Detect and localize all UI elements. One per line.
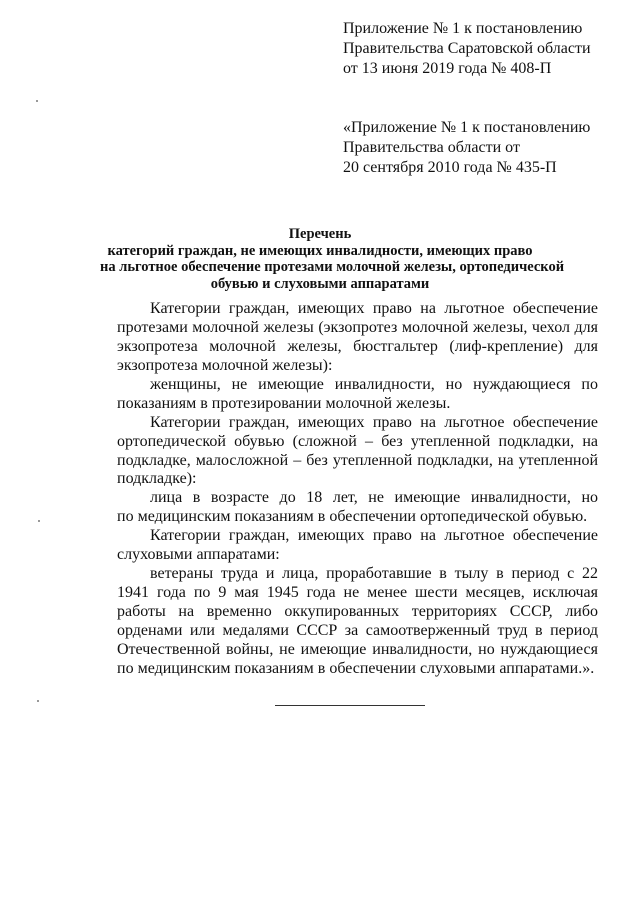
end-separator-line bbox=[275, 705, 425, 706]
body-line: слуховыми аппаратами: bbox=[117, 546, 280, 564]
body-line: по медицинским показаниям в обеспечении слуховыми аппаратами.». bbox=[117, 659, 595, 677]
body-line: экзопротеза молочной железы): bbox=[117, 356, 333, 374]
body-line: работы на временно оккупированных территориях СССР, либо bbox=[117, 603, 598, 621]
header-line: Приложение № 1 к постановлению bbox=[343, 20, 583, 37]
body-line: экзопротеза молочной железы, бюстгальтер (лиф-крепление) для bbox=[117, 337, 598, 355]
body-line: ортопедической обувью (сложной – без утепленной подкладки, на bbox=[117, 432, 598, 450]
body-line: Категории граждан, имеющих право на льготное обеспечение bbox=[150, 527, 598, 545]
body-line: по медицинским показаниям в обеспечении ортопедической обувью. bbox=[117, 508, 588, 526]
header-line: «Приложение № 1 к постановлению bbox=[343, 119, 591, 136]
body-line: 1941 года по 9 мая 1945 года не менее шести месяцев, исключая bbox=[117, 584, 598, 602]
header-line: Правительства области от bbox=[343, 139, 520, 156]
title-line: обувью и слуховыми аппаратами bbox=[210, 276, 430, 293]
body-line: Отечественной войны, не имеющие инвалидности, но нуждающиеся bbox=[117, 640, 598, 658]
body-line: лица в возрасте до 18 лет, не имеющие инвалидности, но bbox=[150, 489, 598, 507]
header-line: от 13 июня 2019 года № 408-П bbox=[343, 60, 552, 77]
header-line: Правительства Саратовской области bbox=[343, 40, 591, 57]
body-line: показаниям в протезировании молочной железы. bbox=[117, 394, 451, 412]
approval-header-current bbox=[343, 19, 591, 79]
title-line: Перечень bbox=[288, 226, 352, 242]
body-line: Категории граждан, имеющих право на льготное обеспечение bbox=[150, 300, 598, 317]
body-line: подкладке): bbox=[117, 470, 197, 488]
body-line: подкладке, малосложной – без утепленной подкладки, на утепленной bbox=[117, 451, 598, 469]
body-line: Категории граждан, имеющих право на льготное обеспечение bbox=[150, 413, 598, 431]
body-line: орденами или медалями СССР за самоотверженный труд в период bbox=[117, 622, 598, 640]
header-line: 20 сентября 2010 года № 435-П bbox=[343, 159, 557, 176]
scan-speck bbox=[37, 700, 39, 702]
body-line: ветераны труда и лица, проработавшие в тылу в период с 22 bbox=[150, 565, 598, 583]
title-line: категорий граждан, не имеющих инвалидности, имеющих право bbox=[107, 242, 533, 259]
document-body bbox=[117, 300, 598, 679]
body-line: протезами молочной железы (экзопротез молочной железы, чехол для bbox=[117, 318, 598, 336]
body-line: женщины, не имеющие инвалидности, но нуждающиеся по bbox=[150, 375, 598, 393]
document-title bbox=[100, 226, 565, 293]
title-line: на льготное обеспечение протезами молочной железы, ортопедической bbox=[100, 259, 565, 276]
scan-speck bbox=[36, 100, 38, 102]
scan-speck bbox=[38, 520, 40, 522]
approval-header-original bbox=[343, 118, 590, 178]
